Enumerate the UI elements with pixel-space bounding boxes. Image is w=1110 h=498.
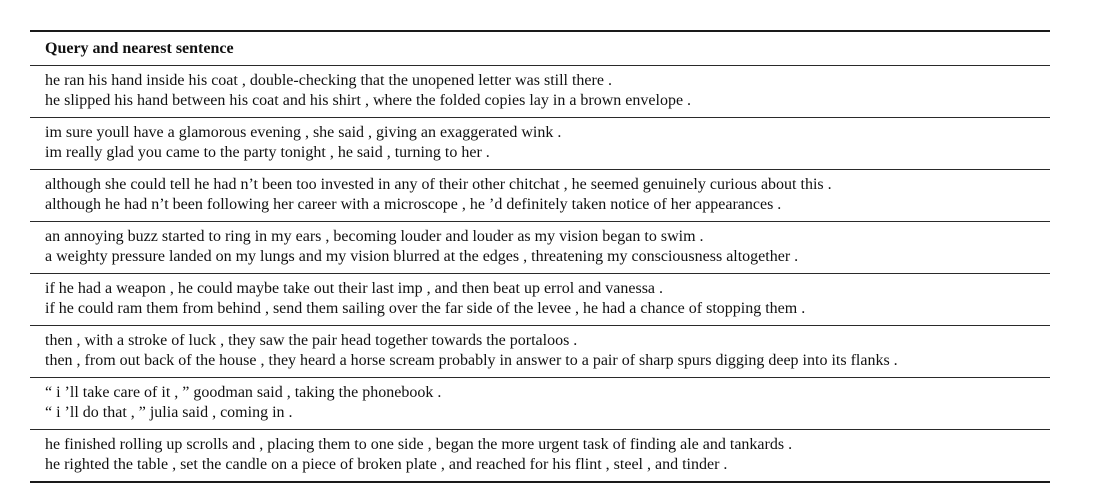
table-bottom-rule (30, 481, 1050, 483)
table-row (30, 274, 1050, 325)
nearest-sentence: he slipped his hand between his coat and his shirt , where the folded copies lay in a brown envelope . (45, 91, 692, 109)
nearest-sentence: he righted the table , set the candle on a piece of broken plate , and reached for his flint , steel , and tinder . (45, 455, 728, 473)
query-sentence: although she could tell he had n’t been too invested in any of their other chitchat , he seemed genuinely curious about this . (45, 176, 832, 193)
nearest-sentence: “ i ’ll do that , ” julia said , coming in . (45, 403, 293, 421)
nearest-sentence: then , from out back of the house , they heard a horse scream probably in answer to a pair of sharp spurs digging deep into its flanks . (45, 351, 898, 369)
table-row (30, 66, 1050, 117)
query-sentence: if he had a weapon , he could maybe take out their last imp , and then beat up errol and vanessa . (45, 280, 664, 297)
nearest-sentence: if he could ram them from behind , send them sailing over the far side of the levee , he had a chance of stopping them . (45, 299, 806, 317)
table-row (30, 378, 1050, 429)
query-sentence: im sure youll have a glamorous evening , she said , giving an exaggerated wink . (45, 124, 562, 141)
table-row (30, 430, 1050, 481)
nearest-sentence: a weighty pressure landed on my lungs and my vision blurred at the edges , threatening my consciousness altogether . (45, 247, 799, 265)
sentence-table (30, 30, 1050, 483)
query-sentence: he ran his hand inside his coat , double-checking that the unopened letter was still there . (45, 72, 612, 89)
query-sentence: then , with a stroke of luck , they saw the pair head together towards the portaloos . (45, 332, 578, 349)
table-row (30, 326, 1050, 377)
table-row (30, 118, 1050, 169)
table-header: Query and nearest sentence (45, 40, 234, 57)
query-sentence: he finished rolling up scrolls and , placing them to one side , began the more urgent task of finding ale and tankards . (45, 436, 793, 453)
query-sentence: “ i ’ll take care of it , ” goodman said , taking the phonebook . (45, 384, 442, 401)
query-sentence: an annoying buzz started to ring in my ears , becoming louder and louder as my vision began to swim . (45, 228, 704, 245)
nearest-sentence: although he had n’t been following her career with a microscope , he ’d definitely taken notice of her appearances . (45, 195, 782, 213)
table-row (30, 222, 1050, 273)
table-row (30, 170, 1050, 221)
nearest-sentence: im really glad you came to the party tonight , he said , turning to her . (45, 143, 490, 161)
